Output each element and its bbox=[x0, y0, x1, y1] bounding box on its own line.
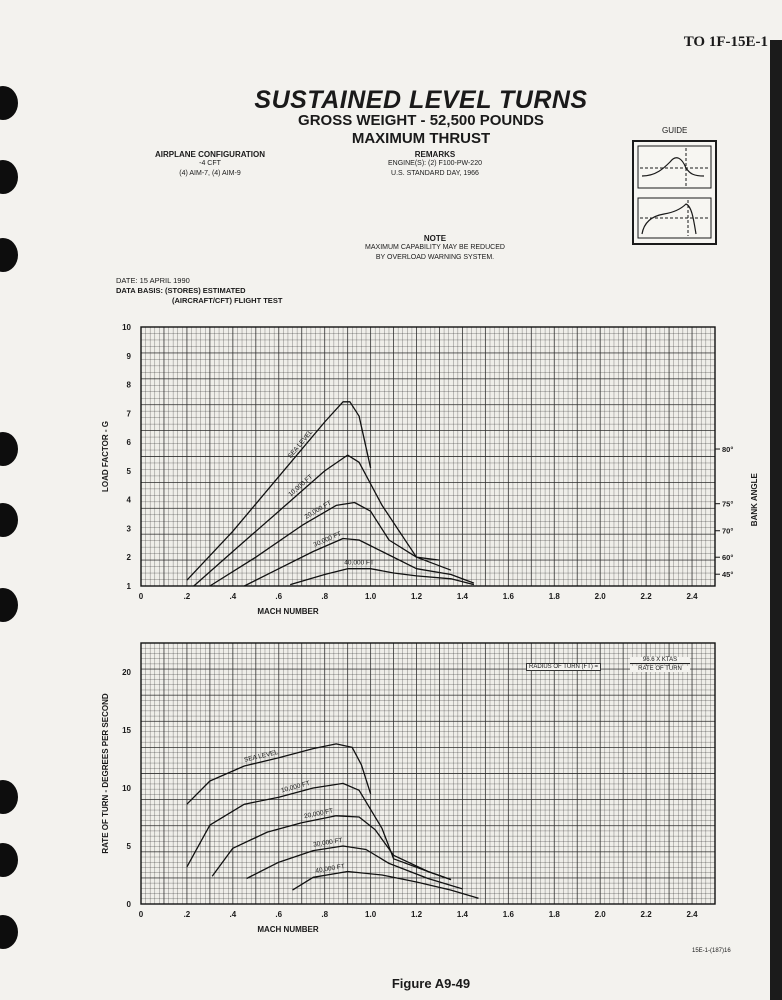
y-tick-label: 5 bbox=[126, 466, 131, 476]
x-tick-label: 1.4 bbox=[456, 592, 469, 601]
y-tick-label: 0 bbox=[126, 900, 131, 909]
x-tick-label: 2.2 bbox=[640, 910, 652, 919]
data-basis-line: DATA BASIS: (STORES) ESTIMATED bbox=[116, 286, 246, 295]
remarks-line: U.S. STANDARD DAY, 1966 bbox=[391, 170, 479, 177]
note-line: MAXIMUM CAPABILITY MAY BE REDUCED bbox=[365, 244, 505, 251]
configuration-heading: AIRPLANE CONFIGURATION bbox=[154, 150, 266, 159]
bank-angle-label: 60° bbox=[722, 553, 734, 563]
document-id: TO 1F-15E-1 bbox=[683, 34, 768, 50]
y-tick-label: 2 bbox=[126, 553, 131, 563]
x-tick-label: 1.2 bbox=[410, 910, 423, 919]
x-tick-label: .6 bbox=[275, 910, 283, 919]
y-tick-label: 8 bbox=[126, 380, 131, 390]
x-axis-label: MACH NUMBER bbox=[257, 607, 319, 616]
data-basis-line: (AIRCRAFT/CFT) FLIGHT TEST bbox=[172, 296, 283, 305]
y-tick-label: 10 bbox=[122, 323, 131, 332]
series-label: 40,000 FT bbox=[344, 559, 374, 567]
figure-caption: Figure A9-49 bbox=[391, 976, 471, 991]
x-tick-label: 2.4 bbox=[686, 910, 698, 919]
series-label: SEA LEVEL bbox=[286, 428, 315, 460]
y-tick-label: 10 bbox=[122, 784, 131, 793]
series-label: 10,000 FT bbox=[280, 779, 311, 795]
chart-title: SUSTAINED LEVEL TURNS bbox=[254, 86, 588, 114]
rate-of-turn-chart bbox=[101, 643, 715, 934]
x-tick-label: .6 bbox=[275, 592, 283, 601]
x-tick-label: 1.8 bbox=[548, 910, 560, 919]
x-tick-label: 0 bbox=[138, 910, 144, 919]
x-tick-label: .4 bbox=[229, 910, 237, 919]
load-factor-chart bbox=[101, 323, 759, 616]
x-tick-label: 2.0 bbox=[594, 592, 606, 601]
x-tick-label: 1.4 bbox=[456, 910, 469, 919]
series-label: 10,000 FT bbox=[287, 473, 315, 499]
series-label: 20,000 FT bbox=[303, 499, 333, 521]
subtitle-gross-weight: GROSS WEIGHT - 52,500 POUNDS bbox=[298, 112, 544, 129]
x-tick-label: .8 bbox=[321, 910, 329, 919]
series-label: SEA LEVEL bbox=[243, 749, 279, 764]
bank-angle-label: 75° bbox=[722, 499, 734, 509]
configuration-line: (4) AIM-7, (4) AIM-9 bbox=[179, 170, 241, 177]
series-label: 30,000 FT bbox=[312, 837, 344, 849]
x-tick-label: 2.2 bbox=[640, 592, 652, 601]
x-tick-label: .2 bbox=[183, 592, 191, 601]
y-axis-label: LOAD FACTOR - G bbox=[101, 421, 110, 492]
remarks-heading: REMARKS bbox=[414, 150, 456, 159]
x-axis-label: MACH NUMBER bbox=[257, 925, 319, 934]
series-label: 30,000 FT bbox=[312, 530, 343, 549]
x-tick-label: 1.6 bbox=[502, 592, 514, 601]
bank-angle-label: 80° bbox=[722, 445, 734, 455]
x-tick-label: 0 bbox=[138, 592, 144, 601]
radius-formula-lhs: RADIUS OF TURN (FT) = bbox=[526, 663, 601, 671]
x-tick-label: 1.6 bbox=[502, 910, 514, 919]
y-tick-label: 6 bbox=[126, 438, 131, 448]
x-tick-label: .8 bbox=[321, 592, 329, 601]
radius-formula-denominator: RATE OF TURN bbox=[630, 666, 690, 672]
series-label: 20,000 FT bbox=[303, 807, 334, 821]
y-tick-label: 9 bbox=[126, 351, 131, 361]
y-tick-label: 15 bbox=[122, 726, 131, 735]
x-tick-label: 2.0 bbox=[594, 910, 606, 919]
guide-label: GUIDE bbox=[662, 126, 688, 135]
x-tick-label: .2 bbox=[183, 910, 191, 919]
y-axis-label: RATE OF TURN - DEGREES PER SECOND bbox=[101, 693, 110, 854]
y-tick-label: 5 bbox=[126, 842, 131, 851]
remarks-line: ENGINE(S): (2) F100-PW-220 bbox=[387, 160, 482, 167]
y-tick-label: 1 bbox=[126, 582, 131, 591]
x-tick-label: 1.0 bbox=[365, 592, 377, 601]
bank-angle-label: 45° bbox=[722, 570, 734, 580]
radius-formula-numerator: 96.6 X KTAS bbox=[630, 657, 690, 664]
figure-reference: 15E-1-(187)16 bbox=[692, 948, 731, 954]
y-tick-label: 4 bbox=[126, 495, 131, 505]
radius-formula bbox=[526, 657, 694, 677]
note-line: BY OVERLOAD WARNING SYSTEM. bbox=[375, 254, 495, 261]
bank-angle-label: 70° bbox=[722, 526, 734, 536]
configuration-line: -4 CFT bbox=[199, 160, 221, 167]
note-heading: NOTE bbox=[423, 234, 447, 243]
x-tick-label: 1.0 bbox=[365, 910, 377, 919]
date-line: DATE: 15 APRIL 1990 bbox=[116, 276, 190, 285]
x-tick-label: 2.4 bbox=[686, 592, 698, 601]
series-label: 40,000 FT bbox=[314, 863, 346, 875]
subtitle-thrust: MAXIMUM THRUST bbox=[351, 130, 491, 147]
y-tick-label: 7 bbox=[126, 409, 131, 419]
x-tick-label: 1.8 bbox=[548, 592, 560, 601]
x-tick-label: 1.2 bbox=[410, 592, 423, 601]
x-tick-label: .4 bbox=[229, 592, 237, 601]
y-tick-label: 3 bbox=[126, 524, 131, 534]
bank-angle-axis-label: BANK ANGLE bbox=[750, 473, 759, 527]
y-tick-label: 20 bbox=[122, 668, 131, 677]
